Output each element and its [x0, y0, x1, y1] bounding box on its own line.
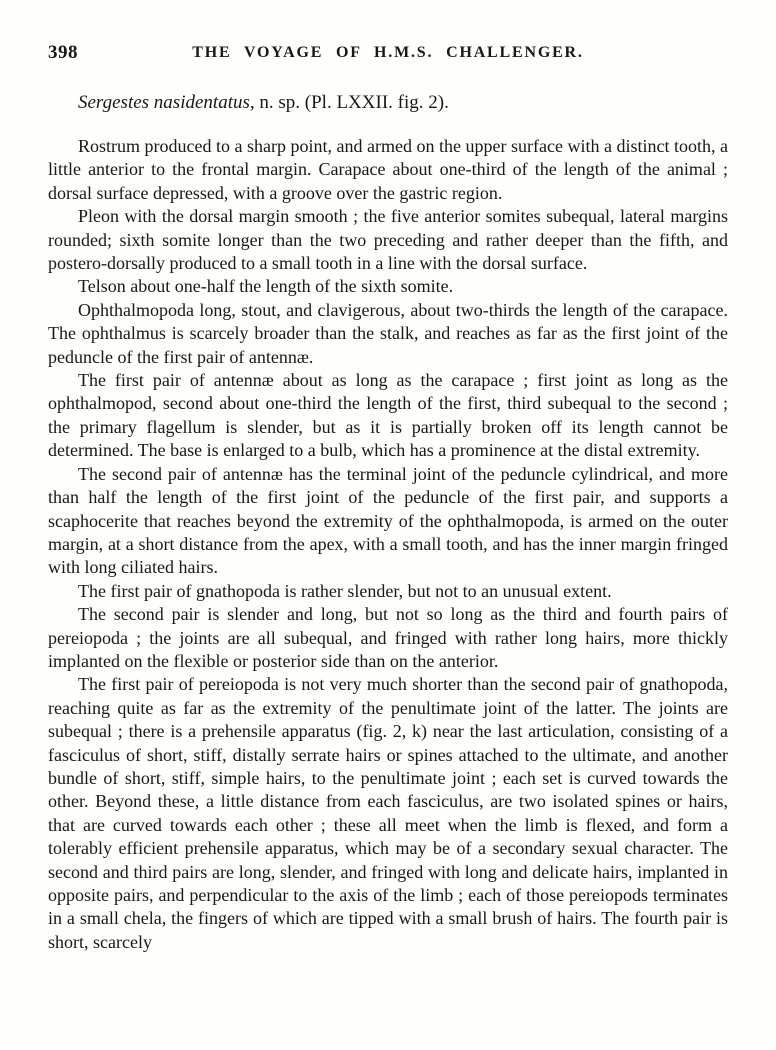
paragraph: Pleon with the dorsal margin smooth ; the five anterior somites subequal, lateral margins rounded; sixth somite longer than the two preceding and rather deeper than the fifth, and postero-dorsally produced to a small tooth in a line with the dorsal surface.: [48, 206, 728, 274]
paragraph: The second pair of antennæ has the terminal joint of the peduncle cylindrical, and more than half the length of the first joint of the peduncle of the first pair, and supports a scaphocerite that reaches beyond the extremity of the ophthalmopoda, is armed on the outer margin, at a short distance from the apex, with a small tooth, and has the inner margin fringed with long ciliated hairs.: [48, 463, 728, 578]
paragraph: The first pair of gnathopoda is rather slender, but not to an unusual extent.: [78, 580, 612, 601]
page-header: [48, 42, 728, 66]
paragraph: The first pair of antennæ about as long as the carapace ; first joint as long as the ophthalmopod, second about one-third the length of the first, third subequal to the second ; the primary flagellum is slender, but as it is partially broken off its length cannot be determined. The base is enlarged to a bulb, which has a prominence at the distal extremity.: [48, 370, 728, 461]
species-name: Sergestes nasidentatus: [78, 92, 250, 113]
species-heading-suffix: , n. sp. (Pl. LXXII. fig. 2).: [249, 92, 449, 113]
paragraph: Ophthalmopoda long, stout, and clavigerous, about two-thirds the length of the carapace. The ophthalmus is scarcely broader than the stalk, and reaches as far as the first joint of the peduncle of the first pair of antennæ.: [48, 299, 728, 367]
paragraph: The second pair is slender and long, but not so long as the third and fourth pairs of pereiopoda ; the joints are all subequal, and fringed with rather long hairs, more thickly implanted on the flexible or posterior side than on the anterior.: [48, 604, 728, 671]
page-content: [48, 92, 728, 954]
body-text: [48, 135, 728, 954]
page-number: 398: [48, 42, 78, 63]
paragraph: Telson about one-half the length of the sixth somite.: [78, 276, 454, 297]
species-heading: [78, 92, 728, 114]
paragraph: Rostrum produced to a sharp point, and armed on the upper surface with a distinct tooth, a little anterior to the frontal margin. Carapace about one-third of the length of the animal ; dorsal surface depressed, with a groove over the gastric region.: [48, 136, 728, 203]
paragraph: The first pair of pereiopoda is not very much shorter than the second pair of gnathopoda, reaching quite as far as the extremity of the penultimate joint of the latter. The joints are subequal ; there is a prehensile apparatus (fig. 2, k) near the last articulation, consisting of a fasciculus of short, stiff, distally serrate hairs or spines attached to the ultimate, and another bundle of short, stiff, simple hairs, to the penultimate joint ; each set is curved towards the other. Beyond these, a little distance from each fasciculus, are two isolated spines or hairs, that are curved towards each other ; these all meet when the limb is flexed, and form a tolerably efficient prehensile apparatus, which may be of a secondary sexual character. The second and third pairs are long, slender, and fringed with long and delicate hairs, implanted in opposite pairs, and perpendicular to the axis of the limb ; each of those pereiopods terminates in a small chela, the fingers of which are tipped with a small brush of hairs. The fourth pair is short, scarcely: [48, 674, 728, 952]
running-header: THE VOYAGE OF H.M.S. CHALLENGER.: [192, 44, 584, 61]
